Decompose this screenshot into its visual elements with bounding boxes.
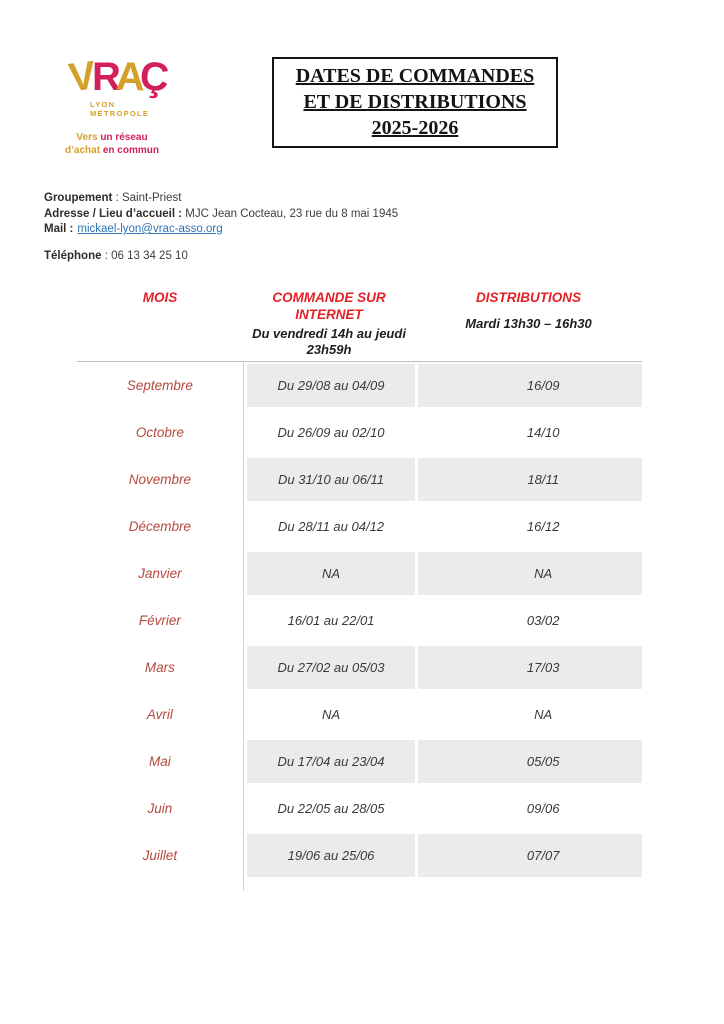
- commande-cell: Du 29/08 au 04/09: [247, 364, 416, 407]
- adresse-value: MJC Jean Cocteau, 23 rue du 8 mai 1945: [182, 207, 399, 220]
- commande-cell: Du 17/04 au 23/04: [247, 740, 416, 783]
- telephone-line: [44, 249, 398, 265]
- tagline-segment: en commun: [102, 145, 159, 156]
- commande-cell: 16/01 au 22/01: [287, 613, 375, 628]
- mail-link[interactable]: mickael-lyon@vrac-asso.org: [77, 223, 223, 235]
- header-col-distributions: [415, 284, 642, 358]
- commande-cell: Du 26/09 au 02/10: [277, 425, 385, 440]
- telephone-value: : 06 13 34 25 10: [101, 249, 188, 262]
- distribution-cell: 14/10: [526, 425, 560, 440]
- vrac-logo: [62, 53, 174, 157]
- distribution-cell: NA: [534, 707, 553, 722]
- table-row: [77, 644, 642, 691]
- header-col-commande: [243, 284, 415, 358]
- title-line: [274, 63, 556, 89]
- mail-line: [44, 222, 398, 238]
- header-mois-title: MOIS: [142, 290, 178, 305]
- tagline-segment: Vers: [76, 132, 101, 143]
- table-body: [77, 362, 642, 879]
- logo-wordmark: [62, 53, 174, 101]
- table-row: [77, 362, 642, 409]
- commande-cell: Du 22/05 au 28/05: [277, 801, 385, 816]
- commande-cell: Du 27/02 au 05/03: [247, 646, 416, 689]
- adresse-line: [44, 207, 398, 223]
- title-line3-text: 2025-2026: [371, 117, 459, 139]
- tagline-segment: d’achat: [65, 145, 103, 156]
- adresse-label: Adresse / Lieu d’accueil :: [44, 207, 183, 220]
- tagline-segment: un réseau: [100, 132, 148, 143]
- month-cell: Septembre: [126, 378, 193, 393]
- table-row: [77, 832, 642, 879]
- table-row: [77, 550, 642, 597]
- tagline-line1: [50, 131, 174, 144]
- table-row: [77, 409, 642, 456]
- tagline-line2: [50, 144, 174, 157]
- month-cell: Mai: [148, 754, 171, 769]
- title-line2-text: ET DE DISTRIBUTIONS: [303, 91, 527, 113]
- commande-cell: Du 31/10 au 06/11: [247, 458, 416, 501]
- month-cell: Juillet: [142, 848, 178, 863]
- month-cell: Avril: [146, 707, 173, 722]
- logo-letter: R: [92, 55, 119, 99]
- distribution-cell: 07/07: [418, 834, 642, 877]
- distribution-cell: 05/05: [418, 740, 642, 783]
- title-line: [274, 89, 556, 115]
- commande-cell: NA: [247, 552, 416, 595]
- title-line: [274, 115, 556, 141]
- month-cell: Janvier: [138, 566, 182, 581]
- table-row: [77, 503, 642, 550]
- table-row: [77, 738, 642, 785]
- title-line1-text: DATES DE COMMANDES: [295, 65, 535, 87]
- contact-block: [44, 191, 398, 264]
- commande-cell: 19/06 au 25/06: [247, 834, 416, 877]
- groupement-line: [44, 191, 398, 207]
- mail-label: Mail :: [44, 223, 74, 235]
- distribution-cell: 17/03: [418, 646, 642, 689]
- header-distributions-title: DISTRIBUTIONS: [475, 290, 581, 305]
- logo-letter: Ç: [137, 53, 169, 101]
- logo-region-line2: MÉTROPOLE: [90, 109, 150, 118]
- table-row: [77, 785, 642, 832]
- table-row: [77, 456, 642, 503]
- table-row: [77, 691, 642, 738]
- logo-letter: V: [66, 53, 97, 101]
- table-header: [77, 284, 642, 358]
- logo-letter: A: [115, 54, 144, 100]
- month-cell: Mars: [144, 660, 175, 675]
- header-commande-title: COMMANDE SUR INTERNET: [272, 290, 386, 322]
- distribution-cell: 09/06: [526, 801, 560, 816]
- table-row: [77, 597, 642, 644]
- logo-tagline: [50, 131, 174, 157]
- header-col-mois: [77, 284, 243, 358]
- telephone-label: Téléphone: [44, 249, 102, 262]
- distribution-cell: 03/02: [526, 613, 560, 628]
- commande-cell: NA: [322, 707, 341, 722]
- month-cell: Octobre: [135, 425, 184, 440]
- month-cell: Novembre: [128, 472, 191, 487]
- commande-cell: Du 28/11 au 04/12: [278, 519, 385, 534]
- groupement-label: Groupement: [44, 192, 113, 204]
- month-cell: Juin: [147, 801, 173, 816]
- distribution-cell: 16/09: [418, 364, 642, 407]
- logo-region-line1: LYON: [90, 100, 116, 109]
- distribution-cell: 18/11: [418, 458, 642, 501]
- header-distributions-subtitle: Mardi 13h30 – 16h30: [465, 316, 592, 331]
- month-cell: Décembre: [128, 519, 191, 534]
- header-commande-subtitle: Du vendredi 14h au jeudi 23h59h: [252, 326, 406, 357]
- distribution-cell: NA: [418, 552, 642, 595]
- groupement-value: : Saint-Priest: [112, 192, 182, 204]
- title-box: [272, 57, 558, 148]
- distribution-cell: 16/12: [526, 519, 560, 534]
- month-cell: Février: [138, 613, 181, 628]
- logo-region: [90, 100, 174, 118]
